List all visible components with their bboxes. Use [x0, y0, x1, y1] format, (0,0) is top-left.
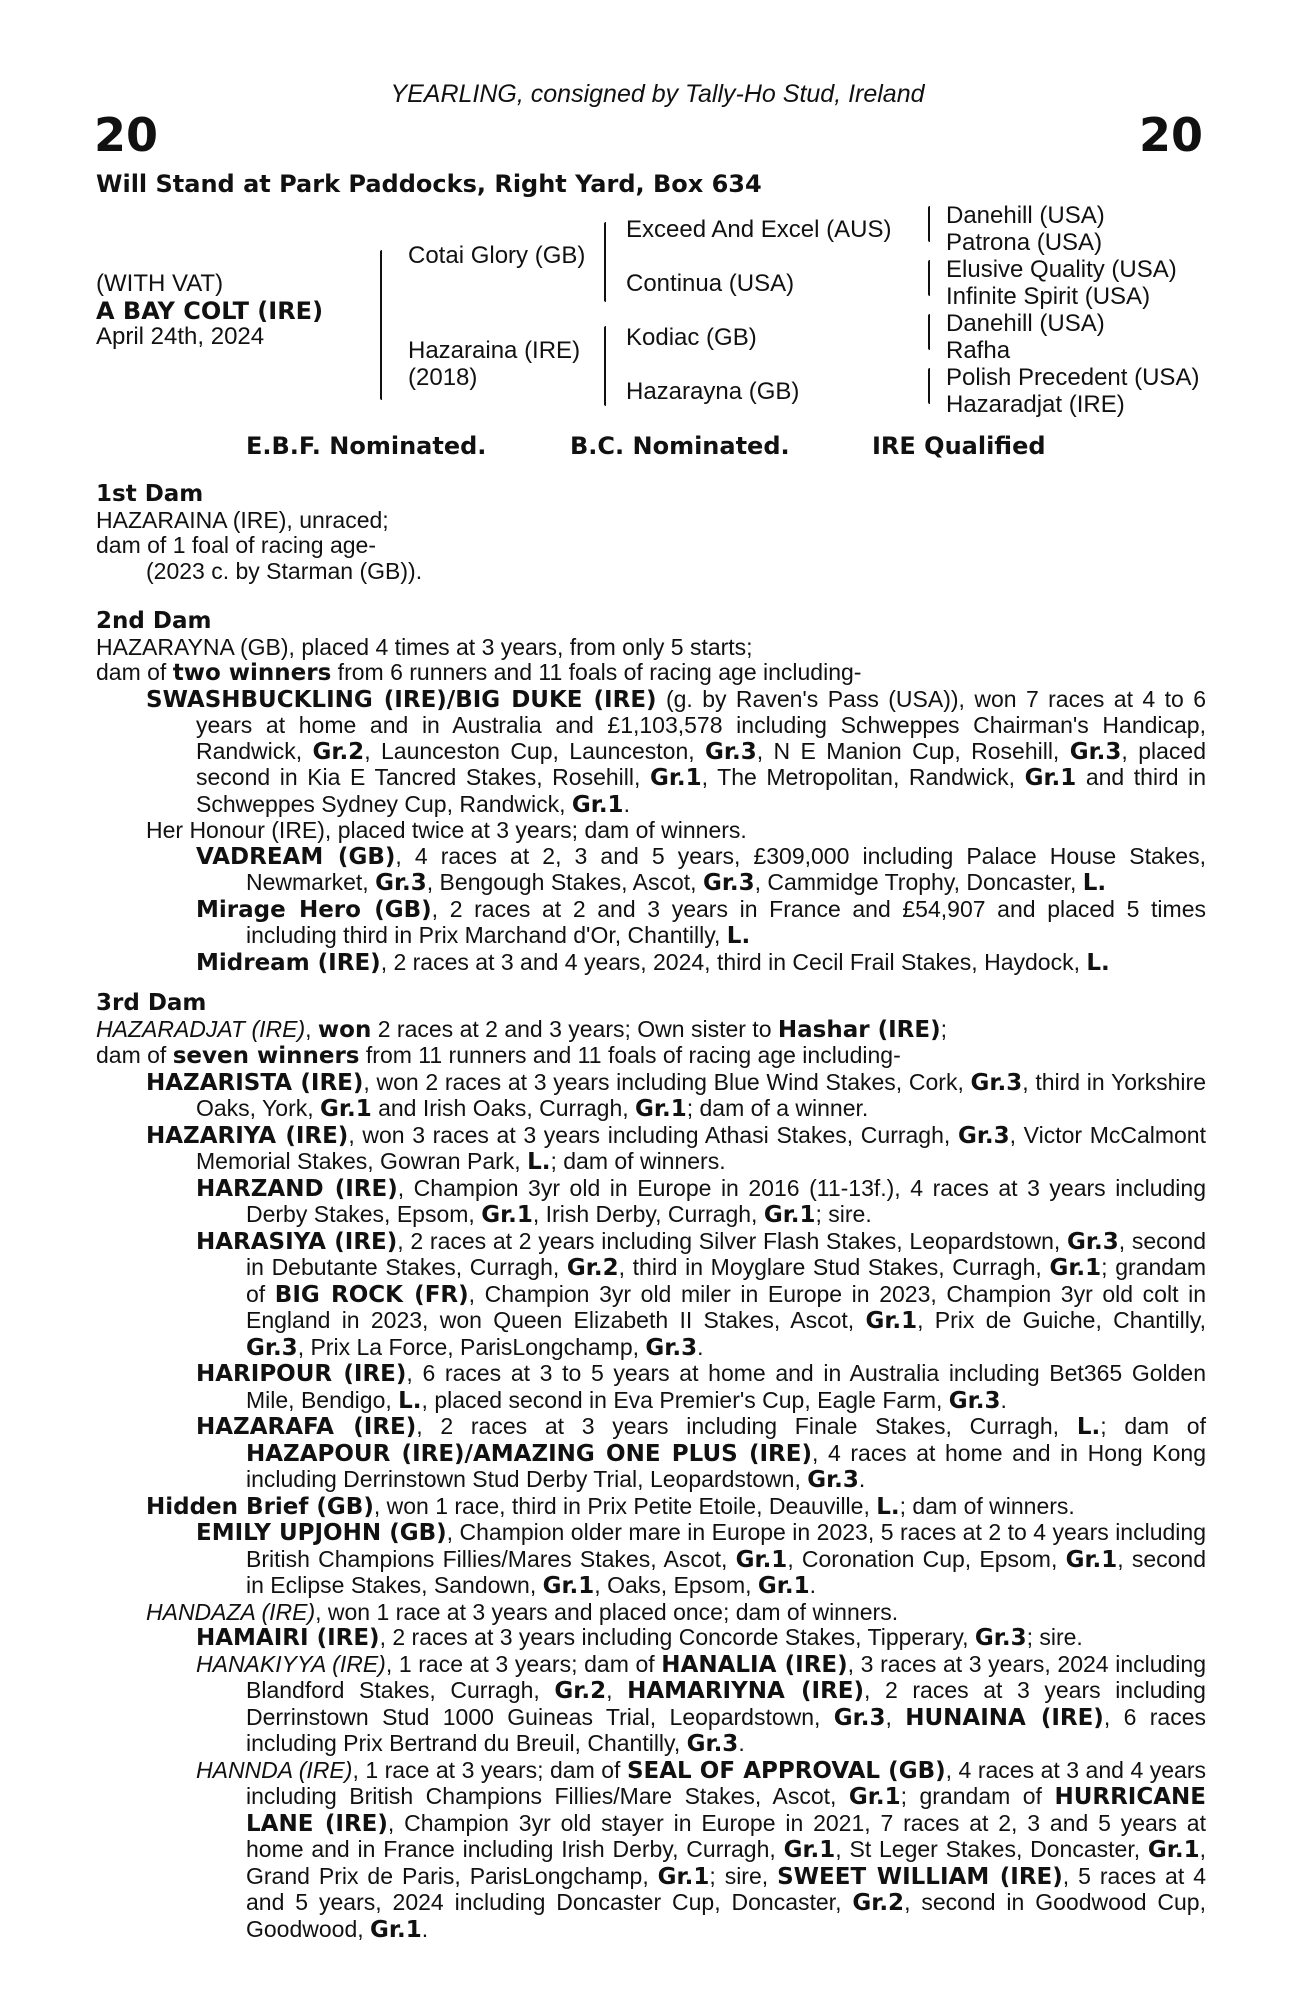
winner-name: SWASHBUCKLING (IRE)/BIG DUKE (IRE) [146, 686, 657, 713]
produce-entry: EMILY UPJOHN (GB), Champion older mare in Europe in 2023, 5 races at 2 to 4 years including British Champions Fillies/Mares Stakes, Ascot, Gr.1, Coronation Cup, Epsom, Gr.1, second in Eclipse Stakes, Sandown, Gr.1, Oaks, Epsom, Gr.1. [196, 1519, 1206, 1599]
third-dam-line: HAZARADJAT (IRE), won 2 races at 2 and 3 years; Own sister to Hashar (IRE); [96, 1015, 947, 1043]
lot-number-right: 20 [1138, 108, 1203, 162]
third-dam-section [96, 991, 1206, 1943]
pedigree-sire: Cotai Glory (GB) [408, 242, 586, 269]
pedigree-g4-2: Patrona (USA) [946, 229, 1103, 256]
produce-entry: HAZARIYA (IRE), won 3 races at 3 years including Athasi Stakes, Curragh, Gr.3, Victor McCalmont Memorial Stakes, Gowran Park, L.; dam of winners. [146, 1121, 1206, 1175]
pedigree-brace-main [380, 250, 382, 400]
first-dam-heading: 1st Dam [96, 481, 204, 507]
winner-name: VADREAM (GB) [196, 843, 396, 870]
produce-entry: VADREAM (GB), 4 races at 2, 3 and 5 years, £309,000 including Palace House Stakes, Newmarket, Gr.3, Bengough Stakes, Ascot, Gr.3, Cammidge Trophy, Doncaster, L. [196, 842, 1206, 896]
pedigree-brace-g1 [928, 206, 930, 242]
produce-entry: Her Honour (IRE), placed twice at 3 years; dam of winners. [146, 817, 747, 843]
pedigree-brace-g2 [928, 260, 930, 296]
produce-entry: Mirage Hero (GB), 2 races at 2 and 3 years in France and £54,907 and placed 5 times including third in Prix Marchand d'Or, Chantilly, L. [196, 895, 1206, 949]
pedigree-sire-dam: Continua (USA) [626, 270, 795, 297]
pedigree-brace-dam [604, 326, 606, 406]
winner-name: Hidden Brief (GB) [146, 1493, 374, 1520]
stand-location: Will Stand at Park Paddocks, Right Yard, Box 634 [96, 170, 762, 198]
produce-entry: Hidden Brief (GB), won 1 race, third in Prix Petite Etoile, Deauville, L.; dam of winners. [146, 1492, 1075, 1520]
winner-name: HAZARIYA (IRE) [146, 1122, 349, 1149]
winner-name: Midream (IRE) [196, 949, 381, 976]
pedigree-brace-g3 [928, 314, 930, 350]
produce-entry: Midream (IRE), 2 races at 3 and 4 years, 2024, third in Cecil Frail Stakes, Haydock, L. [196, 948, 1110, 976]
pedigree-g4-5: Danehill (USA) [946, 310, 1105, 337]
winner-name: EMILY UPJOHN (GB) [196, 1520, 447, 1546]
horse-dob: April 24th, 2024 [96, 323, 265, 350]
horse-name: A BAY COLT (IRE) [96, 297, 324, 325]
ire-qualified: IRE Qualified [872, 432, 1046, 460]
produce-entry: HAZARAFA (IRE), 2 races at 3 years including Finale Stakes, Curragh, L.; dam of HAZAPOUR (IRE)/AMAZING ONE PLUS (IRE), 4 races at home and in Hong Kong including Derrinstown Stud Derby Trial, Leopardstown, Gr.3. [196, 1413, 1206, 1493]
pedigree-sire-sire: Exceed And Excel (AUS) [626, 216, 892, 243]
lot-number-left: 20 [94, 108, 159, 162]
second-dam-heading: 2nd Dam [96, 608, 212, 634]
winner-name: Mirage Hero (GB) [196, 896, 432, 923]
produce-entry: HAMAIRI (IRE), 2 races at 3 years including Concorde Stakes, Tipperary, Gr.3; sire. [196, 1624, 1083, 1651]
ebf-nominated: E.B.F. Nominated. [246, 432, 487, 460]
winner-name: HAZARAFA (IRE) [196, 1414, 417, 1440]
winner-name: HARZAND (IRE) [196, 1175, 398, 1202]
pedigree-g4-8: Hazaradjat (IRE) [946, 391, 1125, 418]
second-dam-section [96, 609, 1206, 976]
bc-nominated: B.C. Nominated. [570, 432, 790, 460]
pedigree-g4-3: Elusive Quality (USA) [946, 256, 1177, 283]
pedigree-brace-g4 [928, 368, 930, 404]
first-dam-foal: (2023 c. by Starman (GB)). [146, 557, 423, 584]
pedigree-g4-1: Danehill (USA) [946, 202, 1105, 229]
pedigree-g4-6: Rafha [946, 337, 1011, 364]
pedigree-dam-sire: Kodiac (GB) [626, 324, 757, 351]
produce-entry: HARZAND (IRE), Champion 3yr old in Europe in 2016 (11-13f.), 4 races at 3 years including Derby Stakes, Epsom, Gr.1, Irish Derby, Curragh, Gr.1; sire. [196, 1174, 1206, 1228]
pedigree-dam-dam: Hazarayna (GB) [626, 378, 800, 405]
pedigree-brace-sire [604, 222, 606, 302]
second-dam-line: dam of two winners from 6 runners and 11 foals of racing age including- [96, 659, 862, 686]
pedigree-dam-year: (2018) [408, 364, 478, 391]
third-dam-line: dam of seven winners from 11 runners and 11 foals of racing age including- [96, 1042, 901, 1069]
produce-entry: SWASHBUCKLING (IRE)/BIG DUKE (IRE) (g. by Raven's Pass (USA)), won 7 races at 4 to 6 years at home and in Australia and £1,103,578 including Schweppes Chairman's Handicap, Randwick, Gr.2, Launceston Cup, Launceston, Gr.3, N E Manion Cup, Rosehill, Gr.3, placed second in Kia E Tancred Stakes, Rosehill, Gr.1, The Metropolitan, Randwick, Gr.1 and third in Schweppes Sydney Cup, Randwick, Gr.1. [146, 685, 1207, 818]
first-dam-line: dam of 1 foal of racing age- [96, 532, 376, 558]
pedigree-g4-7: Polish Precedent (USA) [946, 364, 1200, 391]
winner-name: HARIPOUR (IRE) [196, 1361, 407, 1387]
second-dam-line: HAZARAYNA (GB), placed 4 times at 3 years, from only 5 starts; [96, 633, 753, 660]
produce-entry: HARASIYA (IRE), 2 races at 2 years including Silver Flash Stakes, Leopardstown, Gr.3, second in Debutante Stakes, Curragh, Gr.2, third in Moyglare Stud Stakes, Curragh, Gr.1; grandam of BIG ROCK (FR), Champion 3yr old miler in Europe in 2023, Champion 3yr old colt in England in 2023, won Queen Elizabeth II Stakes, Ascot, Gr.1, Prix de Guiche, Chantilly, Gr.3, Prix La Force, ParisLongchamp, Gr.3. [196, 1227, 1207, 1361]
pedigree-dam: Hazaraina (IRE) [408, 337, 581, 364]
pedigree-g4-4: Infinite Spirit (USA) [946, 283, 1151, 310]
produce-entry: HAZARISTA (IRE), won 2 races at 3 years including Blue Wind Stakes, Cork, Gr.3, third in Yorkshire Oaks, York, Gr.1 and Irish Oaks, Curragh, Gr.1; dam of a winner. [146, 1068, 1206, 1122]
produce-entry: HANAKIYYA (IRE), 1 race at 3 years; dam of HANALIA (IRE), 3 races at 3 years, 2024 including Blandford Stakes, Curragh, Gr.2, HAMARIYNA (IRE), 2 races at 3 years including Derrinstown Stud 1000 Guineas Trial, Leopardstown, Gr.3, HUNAINA (IRE), 6 races including Prix Bertrand du Breuil, Chantilly, Gr.3. [196, 1650, 1206, 1757]
produce-entry: HANNDA (IRE), 1 race at 3 years; dam of SEAL OF APPROVAL (GB), 4 races at 3 and 4 years including British Champions Fillies/Mare Stakes, Ascot, Gr.1; grandam of HURRICANE LANE (IRE), Champion 3yr old stayer in Europe in 2021, 7 races at 2, 3 and 5 years at home and in France including Irish Derby, Curragh, Gr.1, St Leger Stakes, Doncaster, Gr.1, Grand Prix de Paris, ParisLongchamp, Gr.1; sire, SWEET WILLIAM (IRE), 5 races at 4 and 5 years, 2024 including Doncaster Cup, Doncaster, Gr.2, second in Goodwood Cup, Goodwood, Gr.1. [196, 1756, 1206, 1943]
third-dam-heading: 3rd Dam [96, 990, 207, 1016]
consignor-header: YEARLING, consigned by Tally-Ho Stud, Ireland [390, 80, 925, 108]
winner-name: HAMAIRI (IRE) [196, 1625, 380, 1651]
produce-entry: HANDAZA (IRE), won 1 race at 3 years and placed once; dam of winners. [146, 1598, 899, 1625]
first-dam-section [96, 482, 1206, 584]
winner-name: HAZARISTA (IRE) [146, 1069, 364, 1096]
first-dam-line: HAZARAINA (IRE), unraced; [96, 506, 389, 533]
vat-note: (WITH VAT) [96, 270, 224, 297]
winner-name: HARASIYA (IRE) [196, 1228, 398, 1255]
produce-entry: HARIPOUR (IRE), 6 races at 3 to 5 years at home and in Australia including Bet365 Golden Mile, Bendigo, L., placed second in Eva Premier's Cup, Eagle Farm, Gr.3. [196, 1360, 1206, 1414]
